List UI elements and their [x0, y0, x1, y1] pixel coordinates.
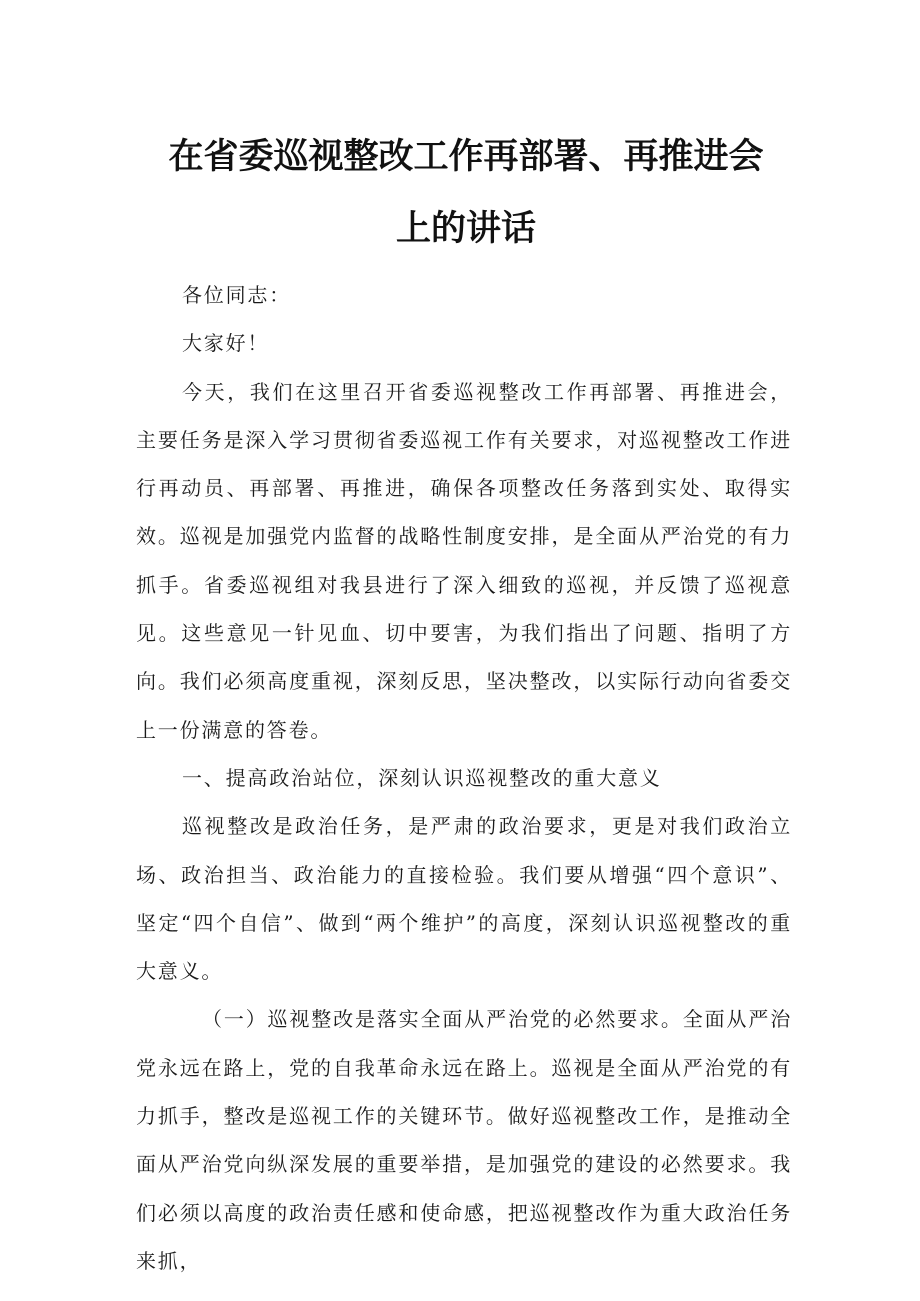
- section-heading-1: 一、提高政治站位，深刻认识巡视整改的重大意义: [182, 765, 662, 790]
- greeting: 大家好！: [182, 331, 270, 356]
- salutation: 各位同志：: [182, 283, 291, 307]
- document-body: [136, 271, 792, 1285]
- document-title-line-1: 在省委巡视整改工作再部署、再推进会: [168, 137, 764, 177]
- paragraph-section-1: 巡视整改是政治任务，是严肃的政治要求，更是对我们政治立场、政治担当、政治能力的直接检验。我们要从增强“四个意识”、坚定“四个自信”、做到“两个维护”的高度，深刻认识巡视整改的重大意义。: [136, 814, 792, 984]
- paragraph-intro: 今天，我们在这里召开省委巡视整改工作再部署、再推进会，主要任务是深入学习贯彻省委巡视工作有关要求，对巡视整改工作进行再动员、再部署、再推进，确保各项整改任务落到实处、取得实效。巡视是加强党内监督的战略性制度安排，是全面从严治党的有力抓手。省委巡视组对我县进行了深入细致的巡视，并反馈了巡视意见。这些意见一针见血、切中要害，为我们指出了问题、指明了方向。我们必须高度重视，深刻反思，坚决整改，以实际行动向省委交上一份满意的答卷。: [136, 379, 792, 742]
- document-title-line-2: 上的讲话: [395, 209, 536, 249]
- paragraph-subsection-1: （一）巡视整改是落实全面从严治党的必然要求。全面从严治党永远在路上，党的自我革命永远在路上。巡视是全面从严治党的有力抓手，整改是巡视工作的关键环节。做好巡视整改工作，是推动全面从严治党向纵深发展的重要举措，是加强党的建设的必然要求。我们必须以高度的政治责任感和使命感，把巡视整改作为重大政治任务来抓，: [136, 1007, 792, 1273]
